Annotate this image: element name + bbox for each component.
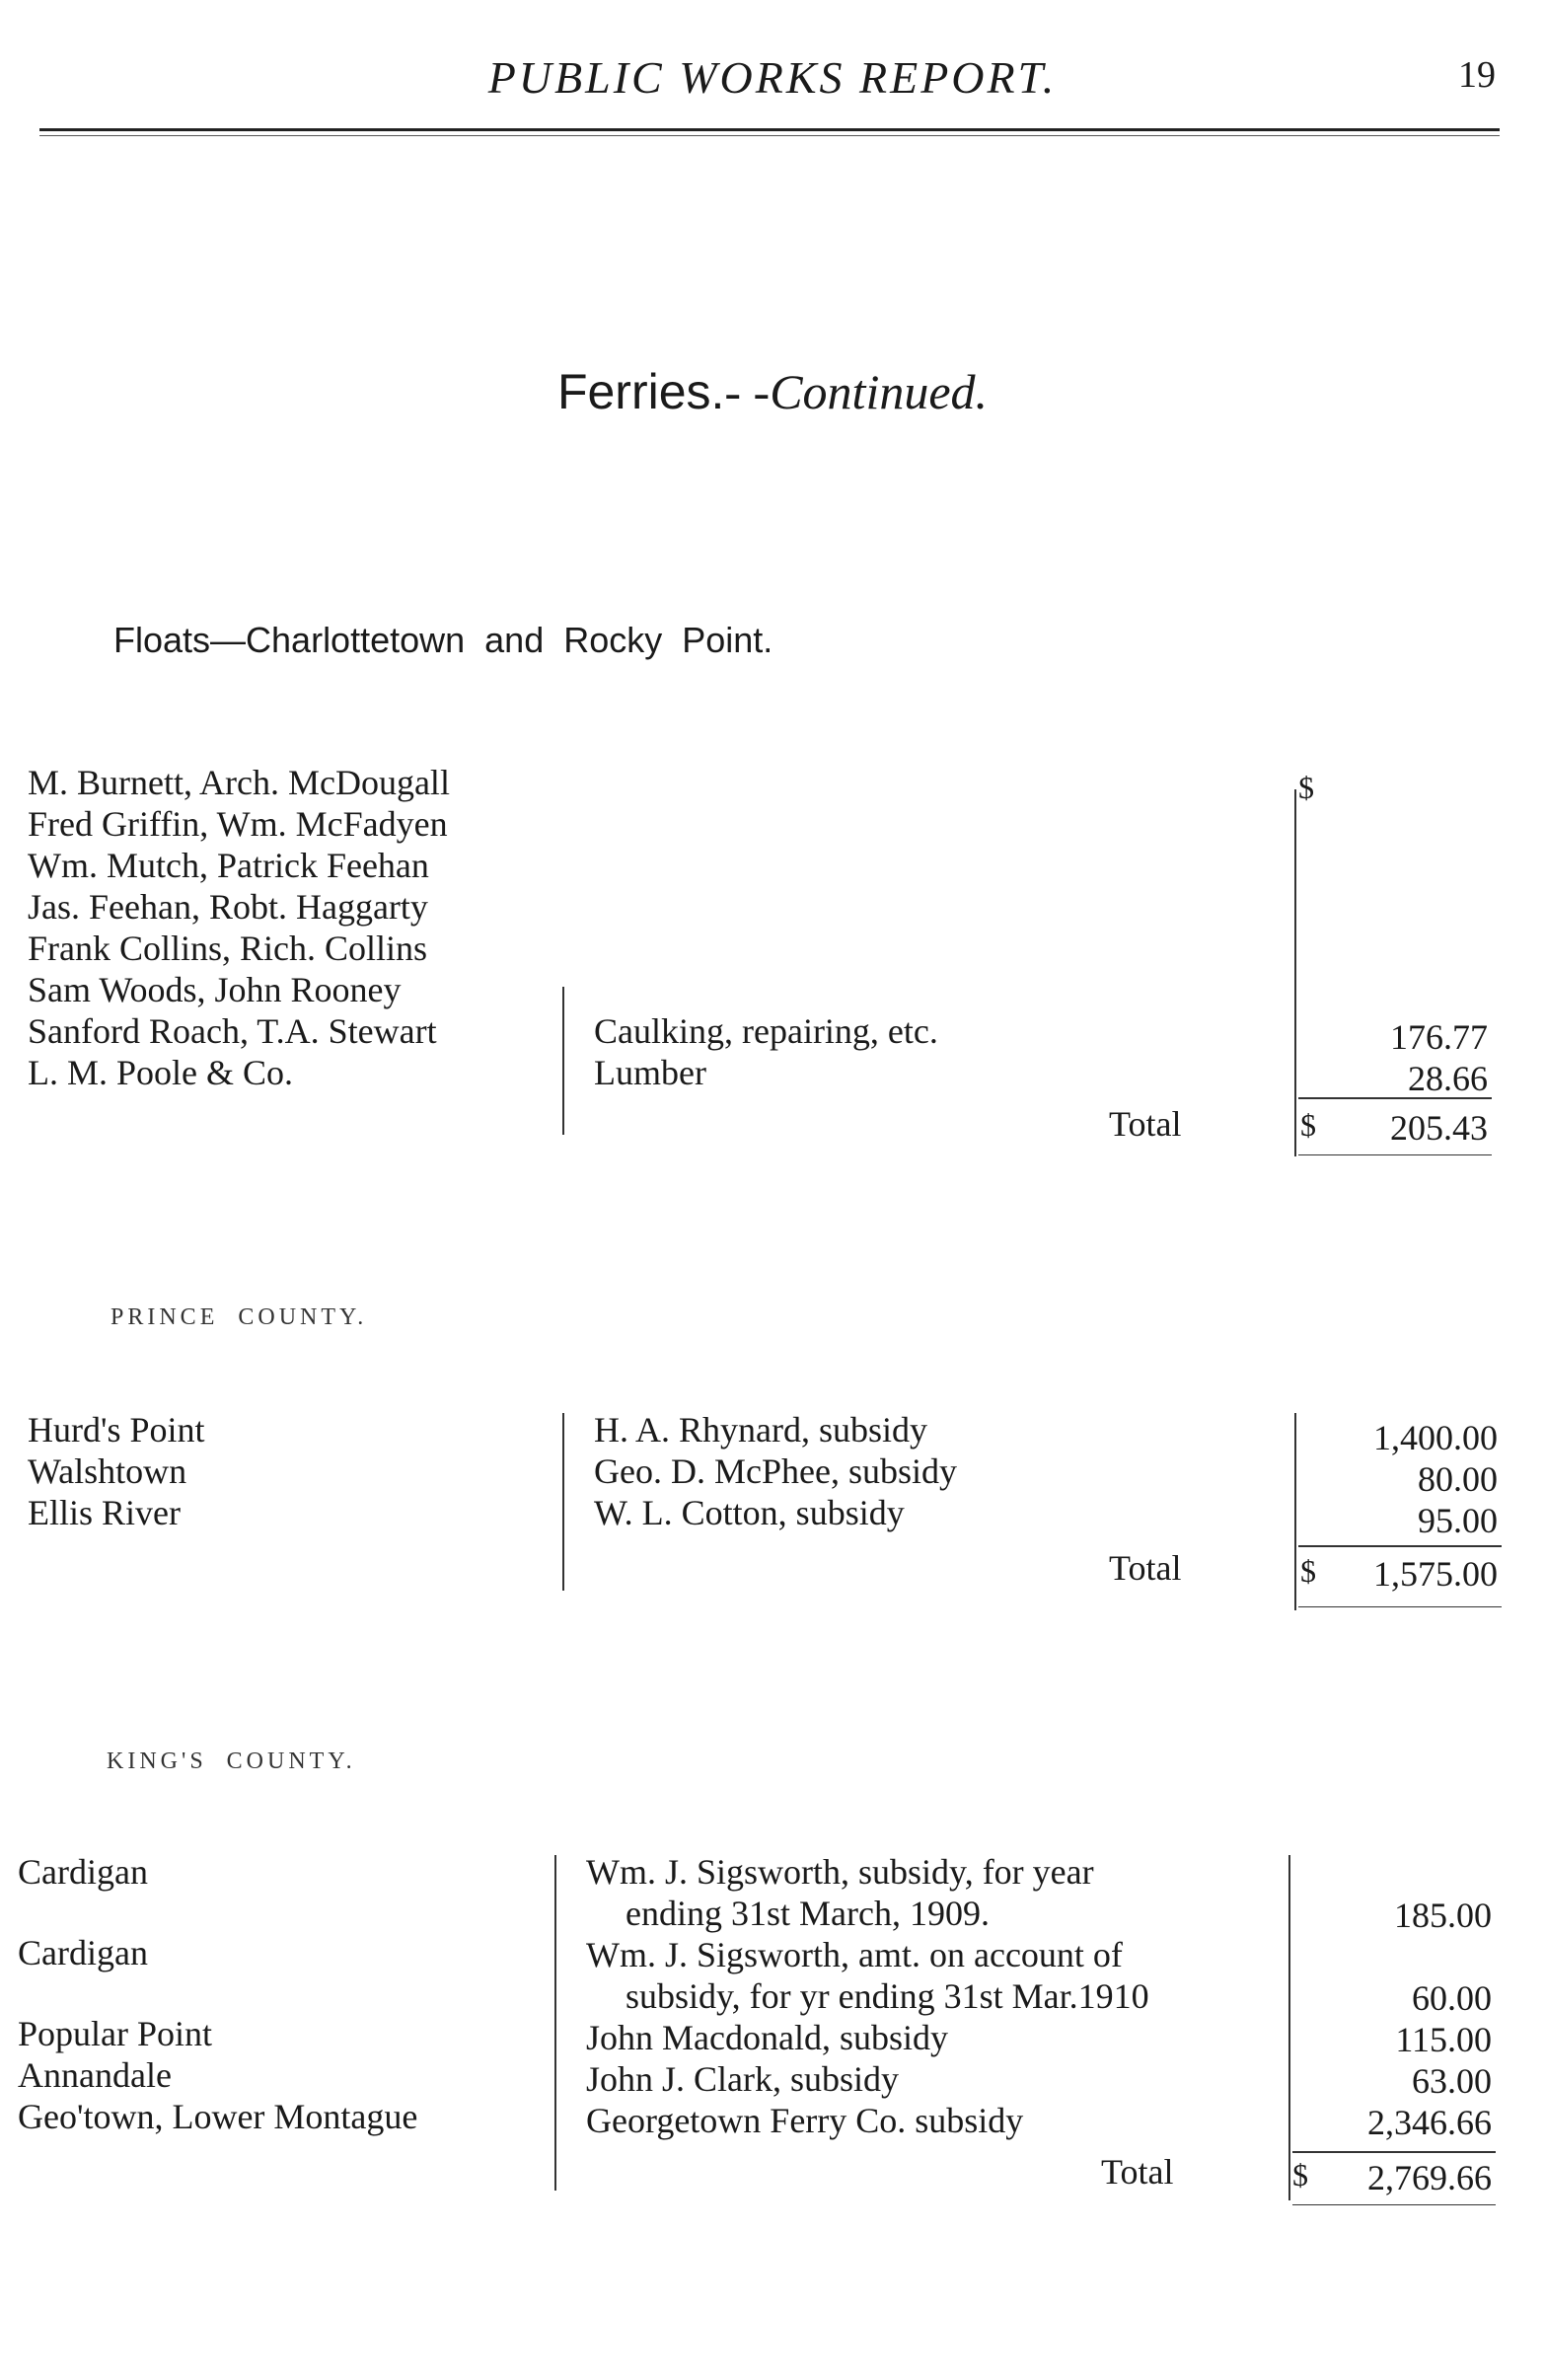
amount-divider [1288, 1855, 1290, 2200]
amount: 80.00 [1418, 1459, 1498, 1499]
kings-places-rest [18, 2013, 417, 2137]
floats-heading: Floats—Charlottetown and Rocky Point. [113, 620, 773, 660]
amount-divider [1294, 789, 1296, 1156]
floats-descriptions [594, 1010, 938, 1093]
list-item: Walshtown [28, 1451, 187, 1491]
amount: 63.00 [1412, 2061, 1492, 2101]
section-title-main: Ferries. [556, 364, 725, 419]
kings-amounts-rest [1367, 1977, 1492, 2143]
running-header: PUBLIC WORKS REPORT. [487, 52, 1058, 103]
amount: 2,346.66 [1367, 2103, 1492, 2142]
list-item: Georgetown Ferry Co. subsidy [586, 2101, 1024, 2140]
list-item: Annandale [18, 2055, 172, 2095]
header-rule-thin [39, 135, 1500, 136]
list-item: Frank Collins, Rich. Collins [28, 929, 428, 968]
total-amount: 2,769.66 [1367, 2158, 1492, 2197]
currency-sign: $ [1300, 1553, 1316, 1589]
total-amount: 1,575.00 [1373, 1554, 1498, 1594]
total-label: Total [1101, 2152, 1174, 2192]
amount-divider [1294, 1413, 1296, 1610]
list-item: Popular Point [18, 2014, 213, 2053]
list-item: H. A. Rhynard, subsidy [594, 1410, 928, 1450]
column-divider [554, 1855, 556, 2191]
list-item: John J. Clark, subsidy [586, 2059, 900, 2099]
list-item: Fred Griffin, Wm. McFadyen [28, 804, 448, 844]
kings-amount: 185.00 [1394, 1896, 1492, 1935]
list-item: Geo. D. McPhee, subsidy [594, 1451, 957, 1491]
sum-rule [1298, 1545, 1502, 1547]
list-item: ending 31st March, 1909. [625, 1894, 990, 1933]
list-item: Sanford Roach, T.A. Stewart [28, 1011, 437, 1051]
sum-rule [1298, 1097, 1492, 1099]
kings-place: Cardigan [18, 1933, 148, 1972]
kings-county-heading: KING'S COUNTY. [107, 1748, 356, 1774]
prince-county-heading: PRINCE COUNTY. [110, 1304, 368, 1330]
total-rule [1298, 1606, 1502, 1607]
list-item: Sam Woods, John Rooney [28, 970, 402, 1009]
list-item: Wm. Mutch, Patrick Feehan [28, 846, 429, 885]
page-number: 19 [1458, 54, 1496, 96]
total-label: Total [1109, 1104, 1182, 1144]
amount: 60.00 [1412, 1978, 1492, 2018]
total-rule [1298, 1154, 1492, 1155]
section-title [0, 363, 1545, 420]
section-title-sub: - -Continued. [724, 364, 989, 419]
amount: 1,400.00 [1373, 1418, 1498, 1457]
floats-amounts [1390, 1016, 1488, 1099]
list-item: W. L. Cotton, subsidy [594, 1493, 905, 1532]
list-item: Lumber [594, 1053, 706, 1092]
prince-places [28, 1409, 205, 1533]
list-item: Jas. Feehan, Robt. Haggarty [28, 887, 428, 927]
header-rule [39, 128, 1500, 131]
list-item: subsidy, for yr ending 31st Mar.1910 [625, 1976, 1149, 2016]
currency-sign: $ [1298, 770, 1314, 805]
amount: 176.77 [1390, 1017, 1488, 1057]
list-item: Wm. J. Sigsworth, subsidy, for year [586, 1852, 1094, 1892]
list-item: Caulking, repairing, etc. [594, 1011, 938, 1051]
prince-descriptions [594, 1409, 957, 1533]
kings-place: Cardigan [18, 1852, 148, 1892]
list-item: L. M. Poole & Co. [28, 1053, 294, 1092]
total-label: Total [1109, 1548, 1182, 1588]
currency-sign: $ [1300, 1107, 1316, 1143]
floats-names [28, 762, 450, 1093]
sum-rule [1292, 2151, 1496, 2153]
list-item: M. Burnett, Arch. McDougall [28, 763, 450, 802]
list-item: Wm. J. Sigsworth, amt. on account of [586, 1935, 1123, 1974]
currency-sign: $ [1292, 2157, 1308, 2193]
column-divider [562, 987, 564, 1135]
column-divider [562, 1413, 564, 1591]
prince-amounts [1373, 1417, 1498, 1541]
list-item: Ellis River [28, 1493, 181, 1532]
list-item: Geo'town, Lower Montague [18, 2097, 418, 2136]
amount: 28.66 [1408, 1059, 1488, 1098]
list-item: John Macdonald, subsidy [586, 2018, 948, 2057]
list-item: Hurd's Point [28, 1410, 205, 1450]
total-rule [1292, 2204, 1496, 2205]
kings-descriptions [586, 1851, 1149, 2141]
total-amount: 205.43 [1390, 1108, 1488, 1148]
amount: 95.00 [1418, 1501, 1498, 1540]
amount: 115.00 [1395, 2020, 1492, 2059]
